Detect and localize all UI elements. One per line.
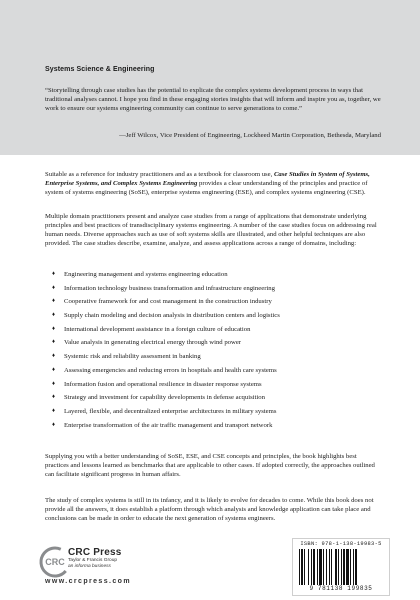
publisher-block — [68, 547, 122, 570]
barcode-bar — [317, 549, 318, 585]
logo-letters: CRC — [45, 557, 65, 567]
bullet-icon: ♦ — [52, 353, 56, 360]
barcode-bar — [304, 549, 305, 585]
barcode-bar — [341, 549, 342, 585]
bullet-icon: ♦ — [52, 394, 56, 401]
list-item-text: Cooperative framework for and cost management in the construction industry — [64, 298, 272, 306]
paragraph-1-after: provides a clear understanding of the principles and practice of system of systems engineering (SoSE), enterprise systems engineering (ESE), and complex systems engineering (CSE). — [45, 180, 368, 197]
list-item — [52, 268, 382, 282]
barcode-bar — [319, 549, 322, 585]
list-item — [52, 419, 382, 433]
list-item-text: Information fusion and operational resilience in disaster response systems — [64, 380, 262, 388]
list-item-text: Value analysis in generating electrical energy through wind power — [64, 339, 242, 347]
list-item — [52, 336, 382, 350]
list-item-text: International development assistance in a foreign culture of education — [64, 325, 251, 333]
paragraph-1-before: Suitable as a reference for industry practitioners and as a textbook for classroom use, — [45, 171, 274, 178]
list-item-text: Systemic risk and reliability assessment in banking — [64, 353, 201, 361]
list-item — [52, 378, 382, 392]
publisher-group: Taylor & Francis Group — [68, 558, 118, 563]
list-item-text: Enterprise transformation of the air traffic management and transport network — [64, 421, 273, 429]
list-item — [52, 309, 382, 323]
barcode-box — [292, 538, 390, 596]
barcode-bar — [343, 549, 345, 585]
barcode-bar — [335, 549, 337, 585]
paragraph-2: Multiple domain practitioners present and analyze case studies from a range of applications that demonstrate underlying principles and best practices of transdisciplinary systems engineering. A number of the case studies focus on addressing real human needs. Diverse approaches such as use of soft systems skills are illustrated, and other helpful techniques are also provided. The case studies describe, examine, analyze, and assess applications across a range of domains, including: — [45, 213, 377, 248]
list-item — [52, 391, 382, 405]
list-item — [52, 350, 382, 364]
book-title: Case Studies in System of Systems, Enterprise Systems, and Complex Systems Engineering — [45, 171, 370, 188]
barcode-bar — [346, 549, 349, 585]
barcode-bar — [350, 549, 351, 585]
list-item — [52, 364, 382, 378]
list-item-text: Engineering management and systems engineering education — [64, 271, 228, 278]
publisher-name: CRC Press — [68, 547, 122, 558]
publisher-tagline: an informa business — [68, 564, 111, 569]
paragraph-4: The study of complex systems is still in its infancy, and it is likely to evolve for decades to come. While this book does not provide all the answers, it does establish a platform through which analysis and knowledge application can take place and conclusions can be made in order to educate the next generation of systems engineers. — [45, 497, 374, 523]
barcode-bar — [323, 549, 324, 585]
bullet-icon: ♦ — [52, 366, 56, 373]
bullet-icon: ♦ — [52, 380, 56, 387]
list-item-text: Strategy and investment for capability developments in defense acquisition — [64, 394, 265, 402]
domain-list — [52, 268, 382, 432]
barcode-bar — [326, 549, 327, 585]
barcode-bar — [355, 549, 357, 585]
barcode-digits: 9 781138 199835 — [309, 585, 373, 592]
list-item-text: Layered, flexible, and decentralized enterprise architectures in military systems — [64, 407, 277, 415]
barcode-bar — [308, 549, 309, 585]
quote-attribution: —Jeff Wilcox, Vice President of Engineering, Lockheed Martin Corporation, Bethesda, Maryland — [119, 132, 381, 139]
barcode-bar — [329, 549, 330, 585]
list-item — [52, 282, 382, 296]
list-item — [52, 405, 382, 419]
isbn-label: ISBN: 978-1-138-19983-5 — [300, 541, 382, 547]
bullet-icon: ♦ — [52, 312, 56, 319]
bullet-icon: ♦ — [52, 284, 56, 291]
publisher-url: www.crcpress.com — [45, 578, 131, 585]
barcode-bar — [313, 549, 315, 585]
bullet-icon: ♦ — [52, 339, 56, 346]
bullet-icon: ♦ — [52, 298, 56, 305]
list-item — [52, 323, 382, 337]
list-item-text: Supply chain modeling and decision analysis in distribution centers and logistics — [64, 312, 280, 320]
list-item-text: Information technology business transformation and infrastructure engineering — [64, 284, 275, 292]
bullet-icon: ♦ — [52, 421, 56, 428]
barcode-bar — [331, 549, 332, 585]
list-item-text: Assessing emergencies and reducing errors in hospitals and health care systems — [64, 366, 277, 374]
barcode-bar — [311, 549, 312, 585]
barcode-bar — [353, 549, 354, 585]
bullet-icon: ♦ — [52, 271, 56, 277]
bullet-icon: ♦ — [52, 407, 56, 414]
paragraph-3: Supplying you with a better understanding of SoSE, ESE, and CSE concepts and principles, the book highlights best practices and lessons learned as benchmarks that are applicable to other cases. If adopted correctly, the approaches outlined can facilitate significant progress in human affairs. — [45, 453, 375, 479]
bullet-icon: ♦ — [52, 325, 56, 332]
barcode-bar — [301, 549, 303, 585]
endorsement-quote: “Storytelling through case studies has the potential to explicate the complex systems development process in ways that traditional analyses cannot. I hope you find in these engaging stories insights that will inform and inspire you as, together, we work to ensure our systems engineering community can continue to serve generations to come.” — [45, 87, 381, 112]
list-item — [52, 295, 382, 309]
paragraph-1 — [45, 170, 381, 197]
barcode-icon — [299, 549, 383, 585]
barcode-bar — [299, 549, 300, 585]
category-label: Systems Science & Engineering — [45, 66, 155, 73]
barcode-bar — [338, 549, 339, 585]
